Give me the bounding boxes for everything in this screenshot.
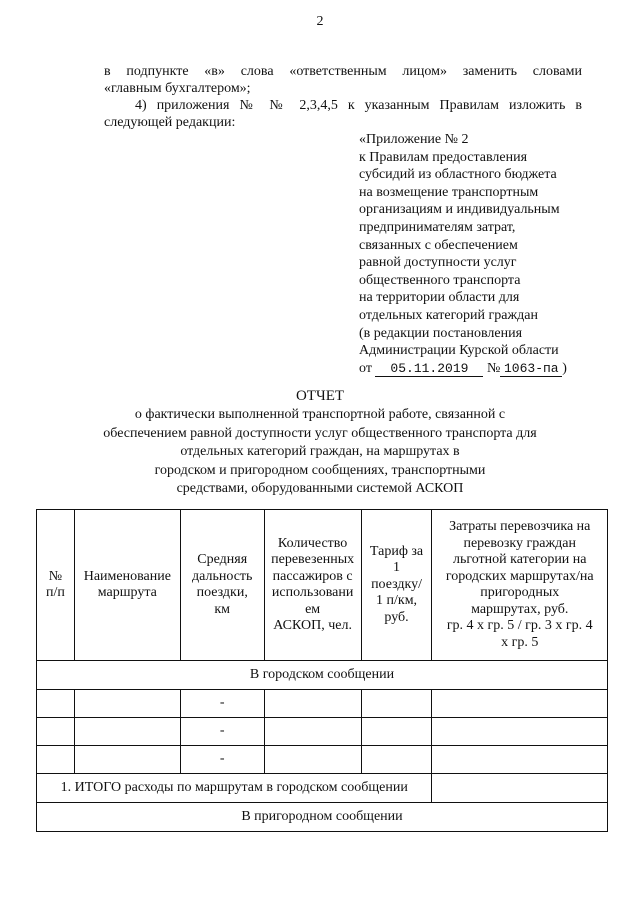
report-subtitle-line: средствами, оборудованными системой АСКОП	[176, 481, 464, 496]
approval-line: субсидий из областного бюджета	[359, 167, 557, 183]
approval-line: «Приложение № 2	[359, 132, 469, 147]
dash-cell: -	[180, 746, 264, 774]
section-row-city	[37, 661, 608, 690]
approval-line: предпринимателям затрат,	[359, 219, 516, 235]
approval-line: на возмещение транспортным	[359, 184, 539, 200]
dash-cell: -	[180, 718, 264, 746]
section-suburban-label: В пригородном сообщении	[37, 803, 608, 832]
approval-line: отдельных категорий граждан	[359, 307, 538, 323]
header-route-name: Наименование маршрута	[74, 510, 180, 661]
total-city-label: 1. ИТОГО расходы по маршрутам в городском сообщении	[37, 774, 432, 803]
approval-number: 1063-па	[500, 362, 562, 377]
approval-ot: от	[359, 360, 372, 376]
amendment-line-4: следующей редакции:	[104, 115, 236, 130]
approval-line: общественного транспорта	[359, 272, 521, 288]
approval-close: )	[562, 360, 567, 376]
table-row	[37, 690, 608, 718]
table-row	[37, 718, 608, 746]
header-carrier-costs: Затраты перевозчика на перевозку граждан льготной категории на городских маршрутах/на пригородных маршрутах, руб. гр. 4 х гр. 5 / гр. 3 х гр. 4 х гр. 5	[432, 510, 608, 661]
total-row-city	[37, 774, 608, 803]
report-subtitle-line: о фактически выполненной транспортной работе, связанной с	[134, 407, 506, 422]
approval-line: равной доступности услуг	[359, 255, 517, 271]
approval-line: организациям и индивидуальным	[359, 202, 560, 218]
total-city-value	[432, 774, 608, 803]
approval-line: к Правилам предоставления	[359, 149, 528, 165]
header-avg-distance: Средняя дальность поездки, км	[180, 510, 264, 661]
amendment-line-1: в подпункте «в» слова «ответственным лицом» заменить словами	[104, 64, 582, 79]
approval-line: Администрации Курской области	[359, 343, 559, 359]
page-number: 2	[316, 14, 324, 29]
header-tariff: Тариф за 1 поездку/ 1 п/км, руб.	[361, 510, 432, 661]
report-subtitle-line: отдельных категорий граждан, на маршрутах в	[180, 444, 460, 459]
approval-line: (в редакции постановления	[359, 325, 523, 341]
amendment-line-2: «главным бухгалтером»;	[104, 81, 251, 96]
amendment-line-3: 4) приложения № № 2,3,4,5 к указанным Правилам изложить в	[135, 98, 582, 113]
report-title: ОТЧЕТ	[295, 388, 345, 404]
table-header-row	[37, 510, 608, 661]
dash-cell: -	[180, 690, 264, 718]
section-row-suburban	[37, 803, 608, 832]
approval-date: 05.11.2019	[375, 362, 483, 377]
approval-date-line	[359, 360, 567, 378]
approval-block	[359, 131, 567, 377]
report-subtitle-line: городском и пригородном сообщениях, транспортными	[154, 462, 486, 478]
header-passenger-count: Количество перевезенных пассажиров с использовани ем АСКОП, чел.	[264, 510, 361, 661]
approval-line: связанных с обеспечением	[359, 237, 518, 253]
section-city-label: В городском сообщении	[37, 661, 608, 690]
report-subtitle-line: обеспечением равной доступности услуг общественного транспорта для	[103, 425, 537, 441]
table-row	[37, 746, 608, 774]
report-table	[36, 509, 608, 832]
approval-num-sign: №	[486, 360, 501, 376]
header-number: № п/п	[37, 510, 75, 661]
approval-line: на территории области для	[359, 290, 520, 306]
